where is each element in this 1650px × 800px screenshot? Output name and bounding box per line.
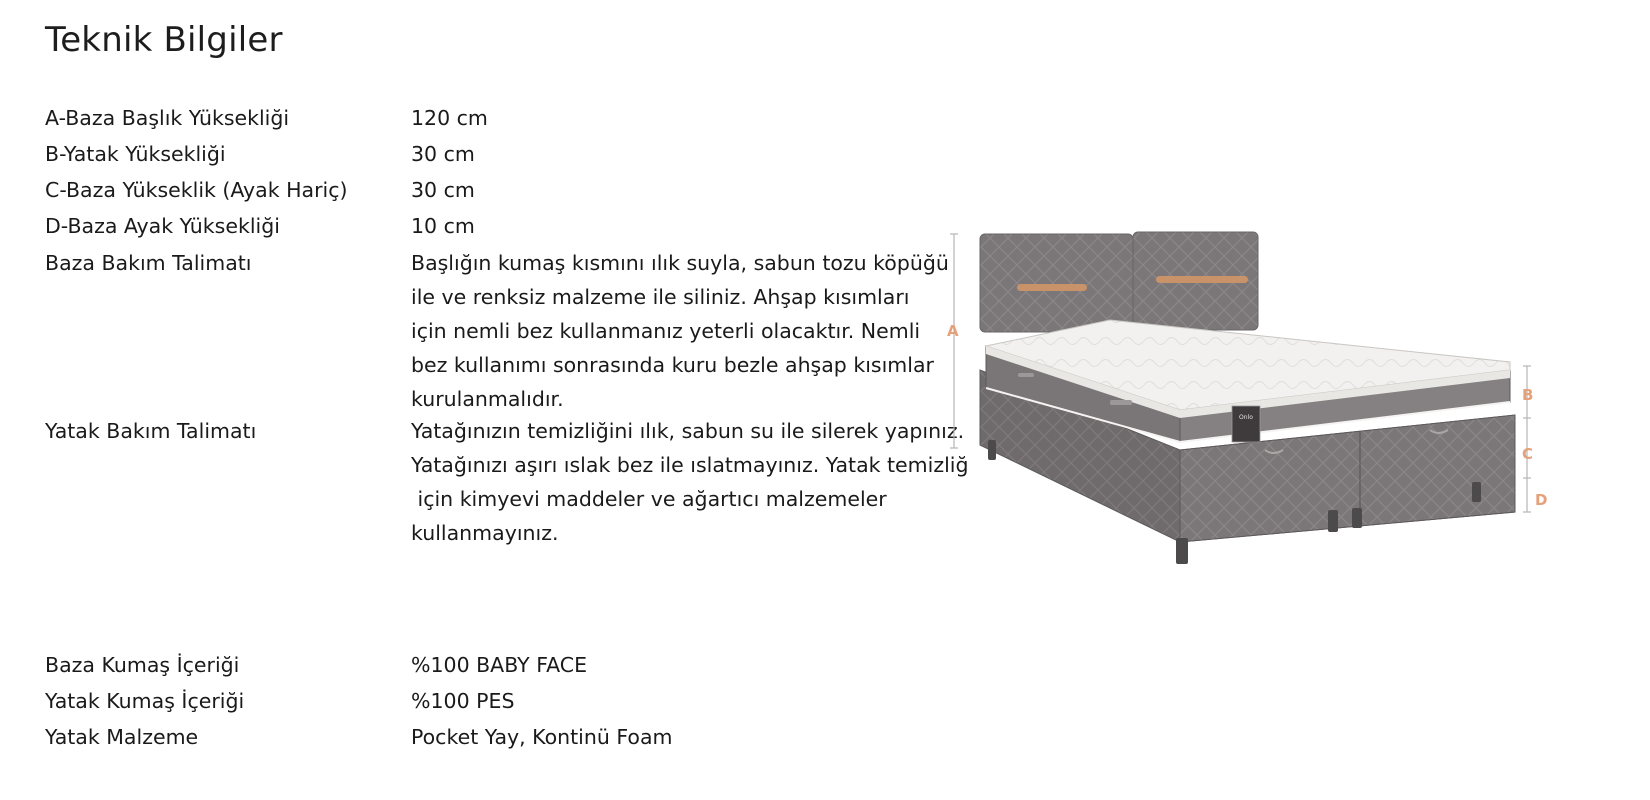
- bed-with-headboard-illustration: [947, 220, 1640, 610]
- spec-value-line: %100 BABY FACE: [411, 653, 588, 677]
- spec-value: [411, 720, 931, 754]
- dimension-label-a: A: [947, 322, 959, 340]
- spec-value: [411, 101, 931, 135]
- spec-label: Yatak Bakım Talimatı: [45, 419, 257, 443]
- spec-value: [411, 414, 969, 550]
- mattress-brand-tag: Onlo: [1239, 414, 1253, 421]
- dimension-label-d: D: [1535, 491, 1548, 509]
- spec-value-line: 120 cm: [411, 106, 488, 130]
- dimension-label-c: C: [1522, 445, 1534, 463]
- spec-value: [411, 209, 931, 243]
- spec-label: Yatak Malzeme: [45, 725, 199, 749]
- spec-row-leg-height: [45, 209, 931, 243]
- spec-value-line: Yatağınızı aşırı ıslak bez ile ıslatmayınız. Yatak temizliğ: [411, 453, 969, 477]
- spec-value-line: için kimyevi maddeler ve ağartıcı malzemeler: [411, 487, 887, 511]
- spec-row-mattress-height: [45, 137, 931, 171]
- spec-label: A-Baza Başlık Yüksekliği: [45, 106, 290, 130]
- spec-value-line: kurulanmalıdır.: [411, 387, 564, 411]
- spec-row-mattress-care: [45, 414, 969, 550]
- wood-handle-icon: [1156, 276, 1248, 283]
- spec-value-line: 30 cm: [411, 142, 475, 166]
- spec-value-line: Yatağınızın temizliğini ılık, sabun su ile silerek yapınız.: [411, 419, 965, 443]
- spec-value: [411, 173, 931, 207]
- page-title: Teknik Bilgiler: [45, 20, 283, 60]
- spec-label: D-Baza Ayak Yüksekliği: [45, 214, 280, 238]
- spec-row-mattress-material: [45, 720, 931, 754]
- spec-value-line: için nemli bez kullanmanız yeterli olacaktır. Nemli: [411, 319, 921, 343]
- wood-handle-icon: [1017, 284, 1087, 291]
- spec-value-line: 30 cm: [411, 178, 475, 202]
- spec-value-line: bez kullanımı sonrasında kuru bezle ahşap kısımlar: [411, 353, 934, 377]
- spec-value-line: Pocket Yay, Kontinü Foam: [411, 725, 673, 749]
- spec-value: [411, 137, 931, 171]
- spec-row-headboard-height: [45, 101, 931, 135]
- spec-label: B-Yatak Yüksekliği: [45, 142, 226, 166]
- spec-label: Baza Bakım Talimatı: [45, 251, 252, 275]
- spec-row-base-care: [45, 246, 949, 416]
- spec-row-base-height: [45, 173, 931, 207]
- spec-value-line: %100 PES: [411, 689, 515, 713]
- spec-value-line: 10 cm: [411, 214, 475, 238]
- spec-value: [411, 684, 931, 718]
- spec-value: [411, 246, 949, 416]
- spec-row-mattress-fabric: [45, 684, 931, 718]
- spec-row-base-fabric: [45, 648, 931, 682]
- spec-label: Baza Kumaş İçeriği: [45, 653, 240, 677]
- headboard: [980, 232, 1258, 332]
- dimension-label-b: B: [1522, 386, 1534, 404]
- spec-value: [411, 648, 931, 682]
- spec-label: C-Baza Yükseklik (Ayak Hariç): [45, 178, 348, 202]
- spec-value-line: kullanmayınız.: [411, 521, 559, 545]
- spec-label: Yatak Kumaş İçeriği: [45, 689, 245, 713]
- spec-value-line: ile ve renksiz malzeme ile siliniz. Ahşap kısımları: [411, 285, 910, 309]
- spec-value-line: Başlığın kumaş kısmını ılık suyla, sabun tozu köpüğü: [411, 251, 949, 275]
- dimension-marker-a: [950, 234, 958, 448]
